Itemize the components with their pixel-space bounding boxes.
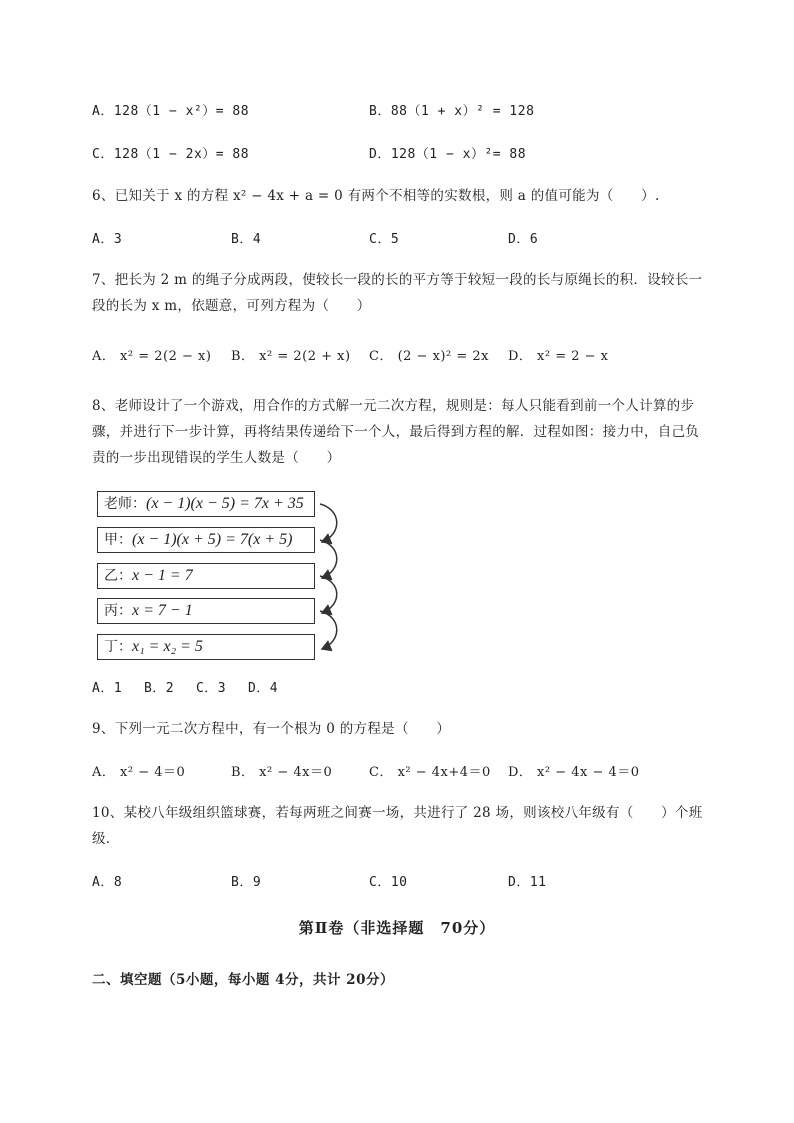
q10-stem-line2: 级． [92, 831, 120, 847]
relay-step-jia-label: 甲： [104, 532, 132, 548]
relay-step-bing [97, 598, 315, 624]
q10-option-d: D．11 [508, 875, 547, 890]
q9-option-d: D． x² − 4x − 4＝0 [508, 765, 640, 780]
part2-title: 第Ⅱ卷（非选择题 70分） [298, 919, 496, 937]
relay-step-teacher [97, 491, 315, 517]
q8-stem-line1: 8、老师设计了一个游戏，用合作的方式解一元二次方程，规则是：每人只能看到前一个人计算的步 [92, 398, 695, 414]
q9-stem: 9、下列一元二次方程中，有一个根为 0 的方程是（ ） [92, 721, 451, 737]
q5-option-b: B．88（1 + x）² = 128 [369, 104, 535, 119]
q7-stem-line2: 段的长为 x m，依题意，可列方程为（ ） [92, 298, 371, 314]
relay-step-bing-equation: x = 7 − 1 [132, 602, 193, 619]
relay-step-yi-equation: x − 1 = 7 [132, 567, 193, 584]
q9-option-c: C． x² − 4x+4＝0 [369, 765, 491, 780]
relay-arrow-1 [320, 504, 337, 542]
relay-step-jia-equation: (x − 1)(x + 5) = 7(x + 5) [132, 531, 293, 548]
q6-option-b: B．4 [231, 232, 262, 247]
q9-option-b: B． x² − 4x＝0 [231, 765, 333, 780]
q5-option-c: C．128（1 − 2x）= 88 [92, 147, 250, 162]
section2-title: 二、填空题（5小题，每小题 4分，共计 20分） [92, 972, 394, 988]
relay-step-ding-equation: x₁ = x₂ = 5 [132, 638, 203, 655]
relay-arrow-3 [320, 576, 337, 613]
relay-step-bing-label: 丙： [104, 603, 132, 619]
relay-step-yi-label: 乙： [104, 568, 132, 584]
relay-step-teacher-equation: (x − 1)(x − 5) = 7x + 35 [146, 495, 304, 512]
q10-option-c: C．10 [369, 875, 408, 890]
q7-option-b: B． x² = 2(2 + x) [231, 349, 351, 364]
q10-option-a: A．8 [92, 875, 123, 890]
q10-option-b: B．9 [231, 875, 262, 890]
q5-option-d: D．128（1 − x）²= 88 [369, 147, 527, 162]
q9-option-a: A． x² − 4＝0 [92, 765, 186, 780]
relay-step-ding-label: 丁： [104, 639, 132, 655]
relay-arrow-4 [320, 611, 337, 649]
relay-step-jia [97, 527, 315, 553]
q5-option-a: A．128（1 − x²）= 88 [92, 104, 250, 119]
q8-options: A．1 B．2 C．3 D．4 [92, 681, 279, 696]
q6-option-d: D．6 [508, 232, 539, 247]
q6-option-c: C．5 [369, 232, 400, 247]
q6-option-a: A．3 [92, 232, 123, 247]
relay-arrows-icon [310, 500, 350, 660]
q10-stem-line1: 10、某校八年级组织篮球赛，若每两班之间赛一场，共进行了 28 场，则该校八年级有（ ）个班 [92, 805, 703, 821]
relay-step-yi [97, 563, 315, 589]
relay-step-teacher-label: 老师： [104, 496, 146, 512]
relay-arrow-2 [320, 540, 337, 578]
q7-option-d: D． x² = 2 − x [508, 349, 609, 364]
q7-option-a: A． x² = 2(2 − x) [92, 349, 212, 364]
q8-stem-line2: 骤，并进行下一步计算，再将结果传递给下一个人，最后得到方程的解．过程如图：接力中，自己负 [92, 424, 700, 440]
q7-option-c: C． (2 − x)² = 2x [369, 349, 489, 364]
q7-stem-line1: 7、把长为 2 m 的绳子分成两段，使较长一段的长的平方等于较短一段的长与原绳长的积．设较长一 [92, 272, 703, 288]
q8-stem-line3: 责的一步出现错误的学生人数是（ ） [92, 450, 341, 466]
q6-stem: 6、已知关于 x 的方程 x² − 4x + a = 0 有两个不相等的实数根，则 a 的值可能为（ ）. [92, 188, 660, 204]
relay-step-ding [97, 634, 315, 660]
